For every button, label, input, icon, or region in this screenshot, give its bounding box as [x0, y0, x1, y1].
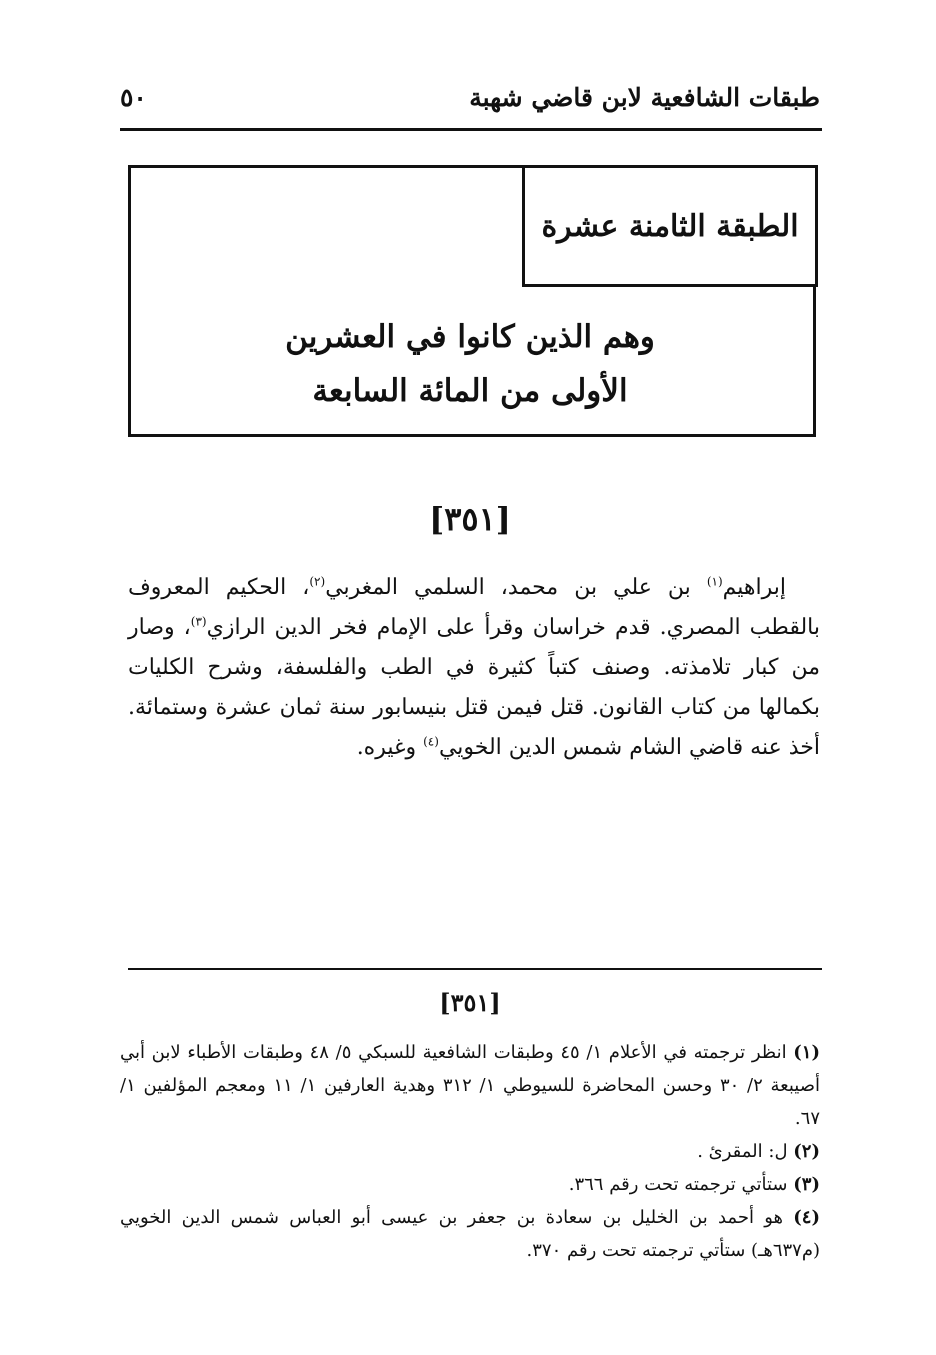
section-title: الطبقة الثامنة عشرة [522, 165, 818, 287]
footnote-label: (٣) [793, 1174, 820, 1195]
footnote-text: ل: المقرئ . [697, 1141, 788, 1162]
footnote-text: انظر ترجمته في الأعلام ١/ ٤٥ وطبقات الشافعية للسبكي ٥/ ٤٨ وطبقات الأطباء لابن أبي أصيبعة ٢/ ٣٠ وحسن المحاضرة للسيوطي ١/ ٣١٢ وهدية العارفين ١/ ١١ ومعجم المؤلفين ١/ ٦٧. [120, 1042, 820, 1129]
entry-text-segment: إبراهيم [722, 575, 787, 600]
footnote-rule [128, 968, 822, 970]
entry-body [128, 568, 820, 768]
footnote-1 [120, 1036, 820, 1135]
footnotes-entry-number: [٣٥١] [439, 988, 501, 1017]
section-subtitle-line-2: الأولى من المائة السابعة [312, 373, 628, 409]
section-subtitle [220, 310, 720, 418]
entry-text-segment: وغيره. [356, 735, 424, 760]
footnote-label: (٢) [793, 1141, 820, 1162]
entry-number: [٣٥١] [429, 500, 511, 538]
entry-text-segment: ، وصار من كبار تلامذته. وصنف كتباً كثيرة في الطب والفلسفة، وشرح الكليات بكمالها من كتاب القانون. قتل فيمن قتل بنيسابور سنة ثمان عشرة وستمائة. أخذ عنه قاضي الشام شمس الدين الخويي [128, 615, 820, 760]
footnote-label: (٤) [793, 1207, 820, 1228]
page-number: ٥٠ [120, 82, 147, 112]
footnote-ref-3[interactable]: (٣) [190, 614, 207, 629]
entry-text-segment: ، الحكيم المعروف بالقطب المصري. قدم خراسان وقرأ على الإمام فخر الدين الرازي [128, 575, 820, 640]
footnote-ref-1[interactable]: (١) [706, 574, 723, 589]
entry-text-segment: بن علي بن محمد، السلمي المغربي [325, 575, 707, 600]
footnote-text: ستأتي ترجمته تحت رقم ٣٦٦. [568, 1174, 788, 1195]
footnote-4 [120, 1201, 820, 1267]
footnote-label: (١) [793, 1042, 820, 1063]
header-rule [120, 128, 822, 131]
footnotes [120, 1036, 820, 1267]
footnote-2 [120, 1135, 820, 1168]
footnote-ref-4[interactable]: (٤) [423, 734, 439, 749]
entry-paragraph [128, 568, 820, 768]
footnote-3 [120, 1168, 820, 1201]
footnote-text: هو أحمد بن الخليل بن سعادة بن جعفر بن عيسى أبو العباس شمس الدين الخويي (م٦٣٧هـ) ستأتي ترجمته تحت رقم ٣٧٠. [120, 1207, 820, 1261]
page-header [120, 72, 820, 122]
footnote-ref-2[interactable]: (٢) [309, 574, 326, 589]
section-subtitle-line-1: وهم الذين كانوا في العشرين [285, 319, 655, 355]
running-title: طبقات الشافعية لابن قاضي شهبة [469, 82, 820, 112]
